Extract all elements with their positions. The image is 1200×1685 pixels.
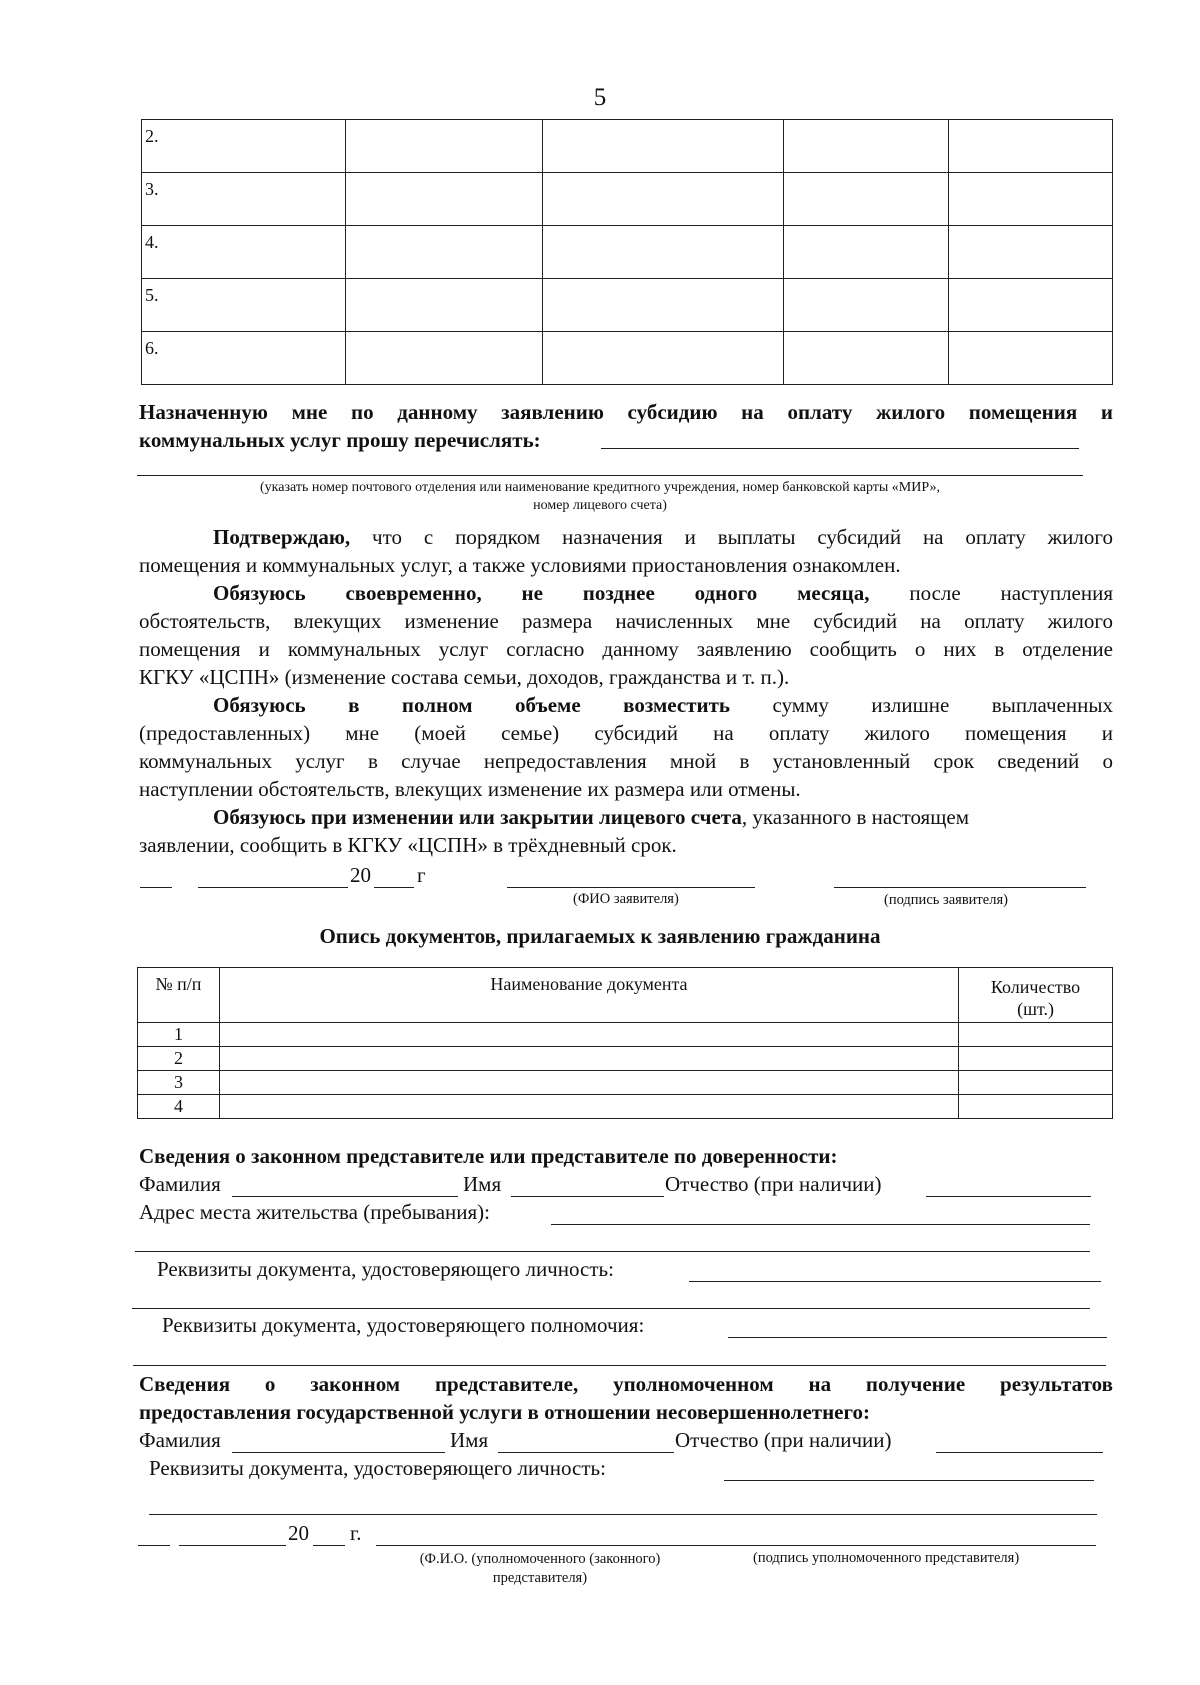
rep2-surname-label: Фамилия: [139, 1428, 221, 1452]
doc-name-cell[interactable]: [219, 1023, 958, 1047]
rep2-fio-caption-1: (Ф.И.О. (уполномоченного (законного): [419, 1551, 661, 1567]
table-cell[interactable]: [949, 120, 1113, 173]
qty-cell[interactable]: [959, 1047, 1113, 1071]
rep1-auth-doc-field-2[interactable]: [133, 1365, 1106, 1366]
rep2-id-doc-field-2[interactable]: [149, 1514, 1097, 1515]
rep2-year-field[interactable]: [313, 1545, 345, 1546]
para3-line-4: наступлении обстоятельств, влекущих изменение их размера или отмены.: [139, 777, 801, 801]
transfer-line-2: коммунальных услуг прошу перечислять:: [139, 428, 541, 452]
para3-bold: Обязуюсь в полном объеме возместить: [213, 693, 731, 717]
rep1-surname-label: Фамилия: [139, 1172, 221, 1196]
rep1-patronymic-label: Отчество (при наличии): [665, 1172, 882, 1196]
rep1-auth-doc-label: Реквизиты документа, удостоверяющего полномочия:: [162, 1313, 645, 1337]
table-header-row: [138, 968, 1113, 1023]
rep1-id-doc-label: Реквизиты документа, удостоверяющего личность:: [157, 1257, 614, 1281]
fio-caption: (ФИО заявителя): [573, 891, 679, 907]
col-header-number: № п/п: [138, 968, 220, 1023]
para2-line-3: помещения и коммунальных услуг согласно данному заявлению сообщить о них в отделение: [139, 637, 1113, 661]
rep2-id-doc-label: Реквизиты документа, удостоверяющего личность:: [149, 1456, 606, 1480]
col-header-qty: [959, 968, 1113, 1023]
transfer-line-1: Назначенную мне по данному заявлению субсидию на оплату жилого помещения и: [139, 400, 1113, 424]
table-cell[interactable]: [949, 279, 1113, 332]
top-table: [141, 119, 1113, 385]
table-cell[interactable]: [542, 120, 784, 173]
rep2-patronymic-field[interactable]: [936, 1452, 1103, 1453]
table-cell[interactable]: [784, 120, 949, 173]
col-header-qty-2: (шт.): [1017, 999, 1054, 1019]
row-number: 3.: [142, 173, 346, 226]
doc-name-cell[interactable]: [219, 1047, 958, 1071]
para3-line-3: коммунальных услуг в случае непредоставления мной в установленный срок сведений о: [139, 749, 1113, 773]
table-row: [138, 1071, 1113, 1095]
signature-caption: (подпись заявителя): [884, 892, 1008, 908]
para1-text: что с порядком назначения и выплаты субсидий на оплату жилого: [372, 525, 1113, 549]
table-cell[interactable]: [345, 120, 542, 173]
para2-text: после наступления: [909, 581, 1114, 605]
day-field[interactable]: [140, 887, 172, 888]
para3-text: сумму излишне выплаченных: [772, 693, 1113, 717]
rep2-fio-caption: [380, 1550, 700, 1588]
rep1-address-label: Адрес места жительства (пребывания):: [139, 1200, 491, 1224]
para2-line-2: обстоятельств, влекущих изменение размера начисленных мне субсидий на оплату жилого: [139, 609, 1113, 633]
rep1-id-doc-field[interactable]: [689, 1281, 1101, 1282]
row-number: 6.: [142, 332, 346, 385]
para2-line-1: [213, 579, 1113, 607]
table-cell[interactable]: [784, 279, 949, 332]
table-cell[interactable]: [345, 173, 542, 226]
rep2-surname-field[interactable]: [232, 1452, 445, 1453]
para2-line-4: КГКУ «ЦСПН» (изменение состава семьи, доходов, гражданства и т. п.).: [139, 665, 790, 689]
table-cell[interactable]: [949, 173, 1113, 226]
rep2-title-1: Сведения о законном представителе, уполномоченном на получение результатов: [139, 1372, 1113, 1396]
rep2-patronymic-label: Отчество (при наличии): [675, 1428, 892, 1452]
para4-line-2: заявлении, сообщить в КГКУ «ЦСПН» в трёхдневный срок.: [139, 833, 677, 857]
table-row: [142, 279, 1113, 332]
rep1-surname-field[interactable]: [232, 1196, 458, 1197]
transfer-input-line-2[interactable]: [137, 475, 1083, 476]
para1-line-1: [213, 523, 1113, 551]
table-cell[interactable]: [784, 173, 949, 226]
para1-bold: Подтверждаю,: [213, 525, 351, 549]
signature-field[interactable]: [834, 887, 1086, 888]
rep1-title: Сведения о законном представителе или представителе по доверенности:: [139, 1144, 838, 1168]
row-number: 2.: [142, 120, 346, 173]
row-number: 3: [138, 1071, 220, 1095]
page-number: 5: [593, 84, 607, 111]
rep1-id-doc-field-2[interactable]: [132, 1308, 1090, 1309]
table-cell[interactable]: [542, 279, 784, 332]
col-header-name: Наименование документа: [219, 968, 958, 1023]
table-cell[interactable]: [542, 332, 784, 385]
rep2-name-label: Имя: [450, 1428, 489, 1452]
rep2-signature-caption: (подпись уполномоченного представителя): [753, 1550, 1020, 1566]
row-number: 2: [138, 1047, 220, 1071]
row-number: 1: [138, 1023, 220, 1047]
table-cell[interactable]: [784, 226, 949, 279]
table-row: [138, 1023, 1113, 1047]
rep2-year-prefix: 20: [288, 1521, 309, 1545]
col-header-qty-1: Количество: [990, 977, 1081, 997]
rep1-name-field[interactable]: [511, 1196, 664, 1197]
doc-name-cell[interactable]: [219, 1071, 958, 1095]
para2-bold: Обязуюсь своевременно, не позднее одного месяца,: [213, 581, 870, 605]
table-cell[interactable]: [542, 173, 784, 226]
rep2-year-suffix: г.: [350, 1521, 362, 1545]
qty-cell[interactable]: [959, 1023, 1113, 1047]
rep1-address-field-2[interactable]: [135, 1251, 1090, 1252]
table-cell[interactable]: [345, 332, 542, 385]
rep1-address-field[interactable]: [551, 1224, 1090, 1225]
table-row: [142, 226, 1113, 279]
fio-field[interactable]: [507, 887, 755, 888]
transfer-hint-1: (указать номер почтового отделения или наименование кредитного учреждения, номер банковской карты «МИР»,: [260, 480, 940, 495]
table-row: [138, 1095, 1113, 1119]
rep2-signature-field[interactable]: [666, 1545, 1096, 1546]
table-cell[interactable]: [345, 226, 542, 279]
rep1-patronymic-field[interactable]: [926, 1196, 1091, 1197]
row-number: 4: [138, 1095, 220, 1119]
year-field[interactable]: [374, 887, 414, 888]
para4-text: , указанного в настоящем: [741, 805, 969, 829]
year-suffix: г: [417, 863, 426, 887]
table-row: [138, 1047, 1113, 1071]
month-field[interactable]: [198, 887, 348, 888]
table-cell[interactable]: [345, 279, 542, 332]
table-cell[interactable]: [949, 226, 1113, 279]
qty-cell[interactable]: [959, 1095, 1113, 1119]
para4-line-1: [213, 803, 1113, 831]
transfer-input-line[interactable]: [601, 448, 1079, 449]
rep2-id-doc-field[interactable]: [724, 1480, 1094, 1481]
year-prefix: 20: [350, 863, 371, 887]
para3-line-1: [213, 691, 1113, 719]
rep2-day-field[interactable]: [138, 1545, 170, 1546]
rep2-month-field[interactable]: [179, 1545, 286, 1546]
rep1-auth-doc-field[interactable]: [728, 1337, 1107, 1338]
para4-bold: Обязуюсь при изменении или закрытии лицевого счета: [213, 805, 742, 829]
rep2-title-2: предоставления государственной услуги в отношении несовершеннолетнего:: [139, 1400, 871, 1424]
rep2-name-field[interactable]: [498, 1452, 674, 1453]
transfer-hint-2: номер лицевого счета): [533, 498, 667, 513]
row-number: 4.: [142, 226, 346, 279]
para3-line-2: (предоставленных) мне (моей семье) субсидий на оплату жилого помещения и: [139, 721, 1113, 745]
inventory-title: Опись документов, прилагаемых к заявлению гражданина: [319, 924, 881, 948]
para1-line-2: помещения и коммунальных услуг, а также условиями приостановления ознакомлен.: [139, 553, 901, 577]
table-cell[interactable]: [784, 332, 949, 385]
inventory-table: [137, 967, 1113, 1119]
doc-name-cell[interactable]: [219, 1095, 958, 1119]
row-number: 5.: [142, 279, 346, 332]
table-row: [142, 332, 1113, 385]
table-row: [142, 173, 1113, 226]
rep1-name-label: Имя: [463, 1172, 502, 1196]
table-cell[interactable]: [949, 332, 1113, 385]
rep2-fio-field[interactable]: [376, 1545, 666, 1546]
qty-cell[interactable]: [959, 1071, 1113, 1095]
rep2-fio-caption-2: представителя): [492, 1570, 588, 1586]
table-cell[interactable]: [542, 226, 784, 279]
table-row: [142, 120, 1113, 173]
